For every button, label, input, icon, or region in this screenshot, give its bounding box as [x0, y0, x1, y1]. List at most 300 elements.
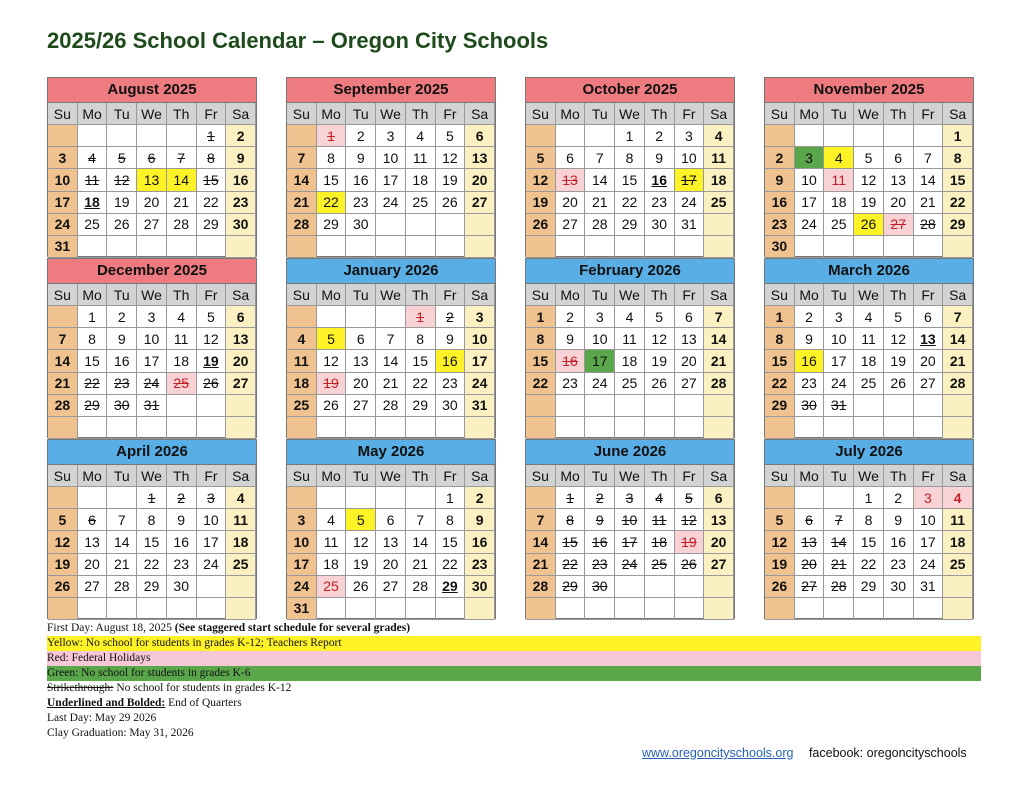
day-cell: 1 [436, 487, 466, 509]
day-header: Su [526, 103, 556, 125]
month-december-2025 [47, 258, 257, 438]
day-cell: 4 [824, 147, 854, 169]
day-cell [406, 417, 436, 439]
day-cell: 8 [137, 509, 167, 531]
day-cell [436, 236, 466, 258]
day-cell: 30 [884, 576, 914, 598]
day-cell: 28 [943, 373, 973, 395]
day-header: Sa [943, 465, 973, 487]
day-cell: 23 [795, 373, 825, 395]
legend [47, 621, 981, 741]
month-july-2026 [764, 439, 974, 619]
day-cell: 11 [78, 169, 108, 191]
day-cell: 4 [943, 487, 973, 509]
day-cell: 19 [48, 554, 78, 576]
day-cell: 10 [615, 509, 645, 531]
day-header: Su [765, 465, 795, 487]
day-cell: 15 [406, 350, 436, 372]
day-cell: 6 [465, 125, 495, 147]
day-cell: 14 [48, 350, 78, 372]
day-cell [615, 598, 645, 620]
day-header: We [854, 465, 884, 487]
day-cell: 27 [376, 576, 406, 598]
day-cell: 16 [765, 192, 795, 214]
day-cell: 18 [854, 350, 884, 372]
month-title: September 2025 [287, 78, 495, 103]
day-header: Tu [585, 465, 615, 487]
day-cell [795, 417, 825, 439]
day-cell: 12 [48, 531, 78, 553]
day-cell [675, 395, 705, 417]
day-cell: 7 [914, 147, 944, 169]
day-cell [526, 417, 556, 439]
day-cell [615, 236, 645, 258]
day-cell: 24 [795, 214, 825, 236]
day-cell: 22 [615, 192, 645, 214]
day-cell [704, 395, 734, 417]
day-cell: 12 [197, 328, 227, 350]
day-cell [167, 395, 197, 417]
day-cell: 21 [406, 554, 436, 576]
day-header: We [615, 465, 645, 487]
day-cell: 9 [585, 509, 615, 531]
day-cell: 15 [78, 350, 108, 372]
day-cell [346, 598, 376, 620]
day-cell: 6 [795, 509, 825, 531]
day-header: Sa [465, 103, 495, 125]
month-title: July 2026 [765, 440, 973, 465]
day-cell: 27 [704, 554, 734, 576]
day-cell [107, 487, 137, 509]
day-header: Sa [704, 465, 734, 487]
day-header: Mo [78, 465, 108, 487]
day-cell: 22 [406, 373, 436, 395]
day-cell: 13 [137, 169, 167, 191]
day-cell: 7 [287, 147, 317, 169]
day-cell: 25 [824, 214, 854, 236]
day-cell: 18 [943, 531, 973, 553]
day-cell [465, 214, 495, 236]
day-cell: 27 [137, 214, 167, 236]
day-cell: 5 [107, 147, 137, 169]
day-cell: 17 [585, 350, 615, 372]
day-header: Sa [226, 465, 256, 487]
day-cell [167, 125, 197, 147]
day-cell [107, 417, 137, 439]
day-header: We [137, 465, 167, 487]
day-cell: 20 [884, 192, 914, 214]
day-cell: 13 [78, 531, 108, 553]
day-cell: 12 [645, 328, 675, 350]
day-cell: 21 [704, 350, 734, 372]
day-cell: 5 [854, 147, 884, 169]
day-cell [406, 236, 436, 258]
day-cell: 2 [346, 125, 376, 147]
day-cell: 30 [107, 395, 137, 417]
day-cell: 7 [167, 147, 197, 169]
day-cell [943, 417, 973, 439]
day-cell: 17 [675, 169, 705, 191]
day-cell [585, 395, 615, 417]
month-march-2026 [764, 258, 974, 438]
day-cell [675, 576, 705, 598]
day-cell [346, 236, 376, 258]
day-cell: 18 [615, 350, 645, 372]
day-cell: 26 [197, 373, 227, 395]
day-cell: 16 [167, 531, 197, 553]
day-cell: 2 [436, 306, 466, 328]
day-cell: 26 [107, 214, 137, 236]
day-cell: 14 [585, 169, 615, 191]
day-cell: 10 [287, 531, 317, 553]
day-cell [436, 214, 466, 236]
day-cell [675, 417, 705, 439]
day-cell: 28 [376, 395, 406, 417]
day-cell: 26 [526, 214, 556, 236]
day-cell: 2 [226, 125, 256, 147]
day-cell: 12 [884, 328, 914, 350]
day-header: Th [167, 103, 197, 125]
day-cell [824, 125, 854, 147]
day-cell: 3 [137, 306, 167, 328]
legend-last-day: Last Day: May 29 2026 [47, 712, 157, 724]
month-title: April 2026 [48, 440, 256, 465]
day-cell: 28 [107, 576, 137, 598]
day-cell: 21 [107, 554, 137, 576]
day-cell: 15 [197, 169, 227, 191]
day-header: Fr [675, 103, 705, 125]
day-cell [78, 487, 108, 509]
day-cell [824, 598, 854, 620]
day-cell [884, 236, 914, 258]
day-cell: 20 [795, 554, 825, 576]
day-cell: 23 [645, 192, 675, 214]
day-cell [526, 487, 556, 509]
day-header: Tu [346, 284, 376, 306]
day-cell: 11 [167, 328, 197, 350]
day-header: Mo [795, 465, 825, 487]
day-cell: 8 [765, 328, 795, 350]
day-header: Fr [197, 284, 227, 306]
day-cell [615, 576, 645, 598]
day-header: We [376, 103, 406, 125]
day-cell: 27 [884, 214, 914, 236]
day-header: Su [765, 103, 795, 125]
day-cell [615, 417, 645, 439]
day-header: We [137, 103, 167, 125]
day-cell [78, 598, 108, 620]
day-cell: 12 [675, 509, 705, 531]
day-cell: 16 [436, 350, 466, 372]
day-cell: 26 [436, 192, 466, 214]
day-cell: 3 [376, 125, 406, 147]
legend-strikethrough: Strikethrough: No school for students in grades K-12 [47, 682, 292, 694]
day-cell: 18 [317, 554, 347, 576]
day-cell: 5 [317, 328, 347, 350]
day-cell: 6 [884, 147, 914, 169]
month-days-grid [287, 465, 495, 620]
day-cell [526, 236, 556, 258]
day-cell: 23 [167, 554, 197, 576]
day-cell: 12 [346, 531, 376, 553]
day-header: Th [406, 465, 436, 487]
day-cell: 1 [765, 306, 795, 328]
month-days-grid [48, 465, 256, 620]
day-cell: 28 [406, 576, 436, 598]
day-cell: 18 [824, 192, 854, 214]
day-cell [556, 395, 586, 417]
day-cell: 18 [406, 169, 436, 191]
month-days-grid [48, 284, 256, 439]
day-cell: 6 [376, 509, 406, 531]
day-cell: 9 [167, 509, 197, 531]
day-cell [465, 417, 495, 439]
day-cell: 1 [137, 487, 167, 509]
day-cell: 19 [346, 554, 376, 576]
day-cell [107, 125, 137, 147]
day-cell: 2 [645, 125, 675, 147]
day-cell: 25 [406, 192, 436, 214]
day-header: Th [884, 465, 914, 487]
day-cell: 13 [226, 328, 256, 350]
month-february-2026 [525, 258, 735, 438]
day-cell: 1 [615, 125, 645, 147]
day-cell: 23 [436, 373, 466, 395]
month-title: May 2026 [287, 440, 495, 465]
day-cell: 20 [226, 350, 256, 372]
day-cell: 26 [346, 576, 376, 598]
day-cell: 5 [526, 147, 556, 169]
day-cell: 21 [376, 373, 406, 395]
month-september-2025 [286, 77, 496, 257]
day-cell [137, 236, 167, 258]
day-cell: 24 [287, 576, 317, 598]
day-header: Su [48, 103, 78, 125]
day-cell: 8 [406, 328, 436, 350]
day-cell [645, 417, 675, 439]
month-title: January 2026 [287, 259, 495, 284]
day-cell [854, 125, 884, 147]
day-cell [914, 236, 944, 258]
day-cell: 23 [465, 554, 495, 576]
day-cell [406, 598, 436, 620]
day-cell [107, 236, 137, 258]
day-cell: 9 [556, 328, 586, 350]
day-cell: 21 [585, 192, 615, 214]
day-cell: 11 [645, 509, 675, 531]
day-cell: 9 [436, 328, 466, 350]
day-cell: 6 [914, 306, 944, 328]
day-cell: 10 [48, 169, 78, 191]
day-cell: 8 [615, 147, 645, 169]
month-days-grid [526, 284, 734, 439]
day-cell: 22 [854, 554, 884, 576]
day-cell: 30 [346, 214, 376, 236]
day-cell: 24 [824, 373, 854, 395]
day-cell [704, 214, 734, 236]
day-cell: 5 [645, 306, 675, 328]
day-cell [795, 125, 825, 147]
month-title: March 2026 [765, 259, 973, 284]
day-cell [556, 125, 586, 147]
day-header: Tu [107, 465, 137, 487]
website-link[interactable]: www.oregoncityschools.org [642, 746, 794, 760]
day-cell: 5 [765, 509, 795, 531]
day-cell: 10 [914, 509, 944, 531]
day-cell [317, 487, 347, 509]
day-cell: 28 [824, 576, 854, 598]
day-cell: 20 [556, 192, 586, 214]
day-header: Mo [795, 103, 825, 125]
day-cell [376, 487, 406, 509]
legend-graduation: Clay Graduation: May 31, 2026 [47, 727, 194, 739]
day-cell [765, 487, 795, 509]
day-cell: 14 [287, 169, 317, 191]
day-cell [704, 598, 734, 620]
day-cell [197, 576, 227, 598]
day-cell: 18 [226, 531, 256, 553]
day-cell: 22 [943, 192, 973, 214]
day-cell: 10 [465, 328, 495, 350]
day-header: Su [287, 465, 317, 487]
day-cell: 22 [137, 554, 167, 576]
day-cell: 7 [376, 328, 406, 350]
day-header: Sa [704, 103, 734, 125]
day-cell: 2 [107, 306, 137, 328]
day-cell [465, 598, 495, 620]
day-cell: 29 [78, 395, 108, 417]
day-header: We [615, 284, 645, 306]
day-header: Mo [78, 103, 108, 125]
day-cell: 28 [287, 214, 317, 236]
day-cell [197, 395, 227, 417]
day-cell: 17 [824, 350, 854, 372]
day-header: Th [406, 103, 436, 125]
day-cell [585, 125, 615, 147]
day-cell: 25 [226, 554, 256, 576]
day-cell: 13 [675, 328, 705, 350]
day-cell: 11 [854, 328, 884, 350]
day-header: Sa [226, 284, 256, 306]
day-cell: 12 [765, 531, 795, 553]
day-cell: 26 [675, 554, 705, 576]
facebook-handle: facebook: oregoncityschools [808, 746, 967, 760]
day-cell: 23 [765, 214, 795, 236]
day-cell: 12 [107, 169, 137, 191]
day-cell: 14 [376, 350, 406, 372]
day-cell: 31 [824, 395, 854, 417]
day-header: Sa [465, 284, 495, 306]
day-cell [346, 417, 376, 439]
day-cell: 23 [107, 373, 137, 395]
day-cell: 4 [226, 487, 256, 509]
day-cell: 30 [765, 236, 795, 258]
day-cell: 2 [765, 147, 795, 169]
day-cell: 27 [78, 576, 108, 598]
day-cell [914, 598, 944, 620]
day-cell: 20 [137, 192, 167, 214]
month-days-grid [526, 103, 734, 258]
day-cell: 1 [526, 306, 556, 328]
day-header: Su [48, 284, 78, 306]
day-cell: 6 [675, 306, 705, 328]
day-cell: 31 [914, 576, 944, 598]
day-header: Su [287, 284, 317, 306]
month-january-2026 [286, 258, 496, 438]
day-cell: 22 [436, 554, 466, 576]
month-days-grid [765, 103, 973, 258]
day-header: Fr [675, 284, 705, 306]
day-cell: 11 [226, 509, 256, 531]
day-cell [317, 306, 347, 328]
day-header: Fr [914, 465, 944, 487]
day-cell: 14 [167, 169, 197, 191]
page-title: 2025/26 School Calendar – Oregon City Schools [47, 28, 549, 53]
day-cell: 11 [406, 147, 436, 169]
day-cell: 27 [465, 192, 495, 214]
day-cell [943, 236, 973, 258]
day-cell [78, 125, 108, 147]
day-cell: 9 [765, 169, 795, 191]
day-cell: 16 [884, 531, 914, 553]
day-cell: 29 [137, 576, 167, 598]
day-header: We [376, 465, 406, 487]
day-cell: 28 [526, 576, 556, 598]
month-days-grid [765, 284, 973, 439]
day-cell: 24 [615, 554, 645, 576]
day-cell: 10 [585, 328, 615, 350]
day-cell: 5 [48, 509, 78, 531]
day-cell: 15 [765, 350, 795, 372]
day-cell [287, 125, 317, 147]
day-cell [376, 417, 406, 439]
day-header: Fr [914, 103, 944, 125]
day-cell: 19 [526, 192, 556, 214]
day-cell: 7 [585, 147, 615, 169]
legend-yellow: Yellow: No school for students in grades K-12; Teachers Report [47, 636, 981, 651]
month-title: February 2026 [526, 259, 734, 284]
day-header: Mo [78, 284, 108, 306]
day-cell: 7 [48, 328, 78, 350]
day-cell [376, 214, 406, 236]
day-cell: 7 [406, 509, 436, 531]
day-header: Mo [556, 284, 586, 306]
day-cell [824, 487, 854, 509]
day-cell [884, 125, 914, 147]
day-cell [675, 236, 705, 258]
month-title: December 2025 [48, 259, 256, 284]
day-header: Tu [585, 103, 615, 125]
day-cell: 26 [765, 576, 795, 598]
day-cell: 24 [465, 373, 495, 395]
day-cell [317, 417, 347, 439]
day-cell: 16 [107, 350, 137, 372]
day-cell [78, 236, 108, 258]
day-cell: 9 [884, 509, 914, 531]
day-header: Su [48, 465, 78, 487]
day-cell: 24 [675, 192, 705, 214]
day-header: Mo [556, 465, 586, 487]
day-cell [854, 236, 884, 258]
day-cell [197, 417, 227, 439]
day-header: Th [884, 103, 914, 125]
day-header: Th [645, 465, 675, 487]
day-cell: 17 [465, 350, 495, 372]
day-cell: 5 [884, 306, 914, 328]
day-cell [197, 236, 227, 258]
day-cell: 4 [317, 509, 347, 531]
day-cell: 31 [287, 598, 317, 620]
